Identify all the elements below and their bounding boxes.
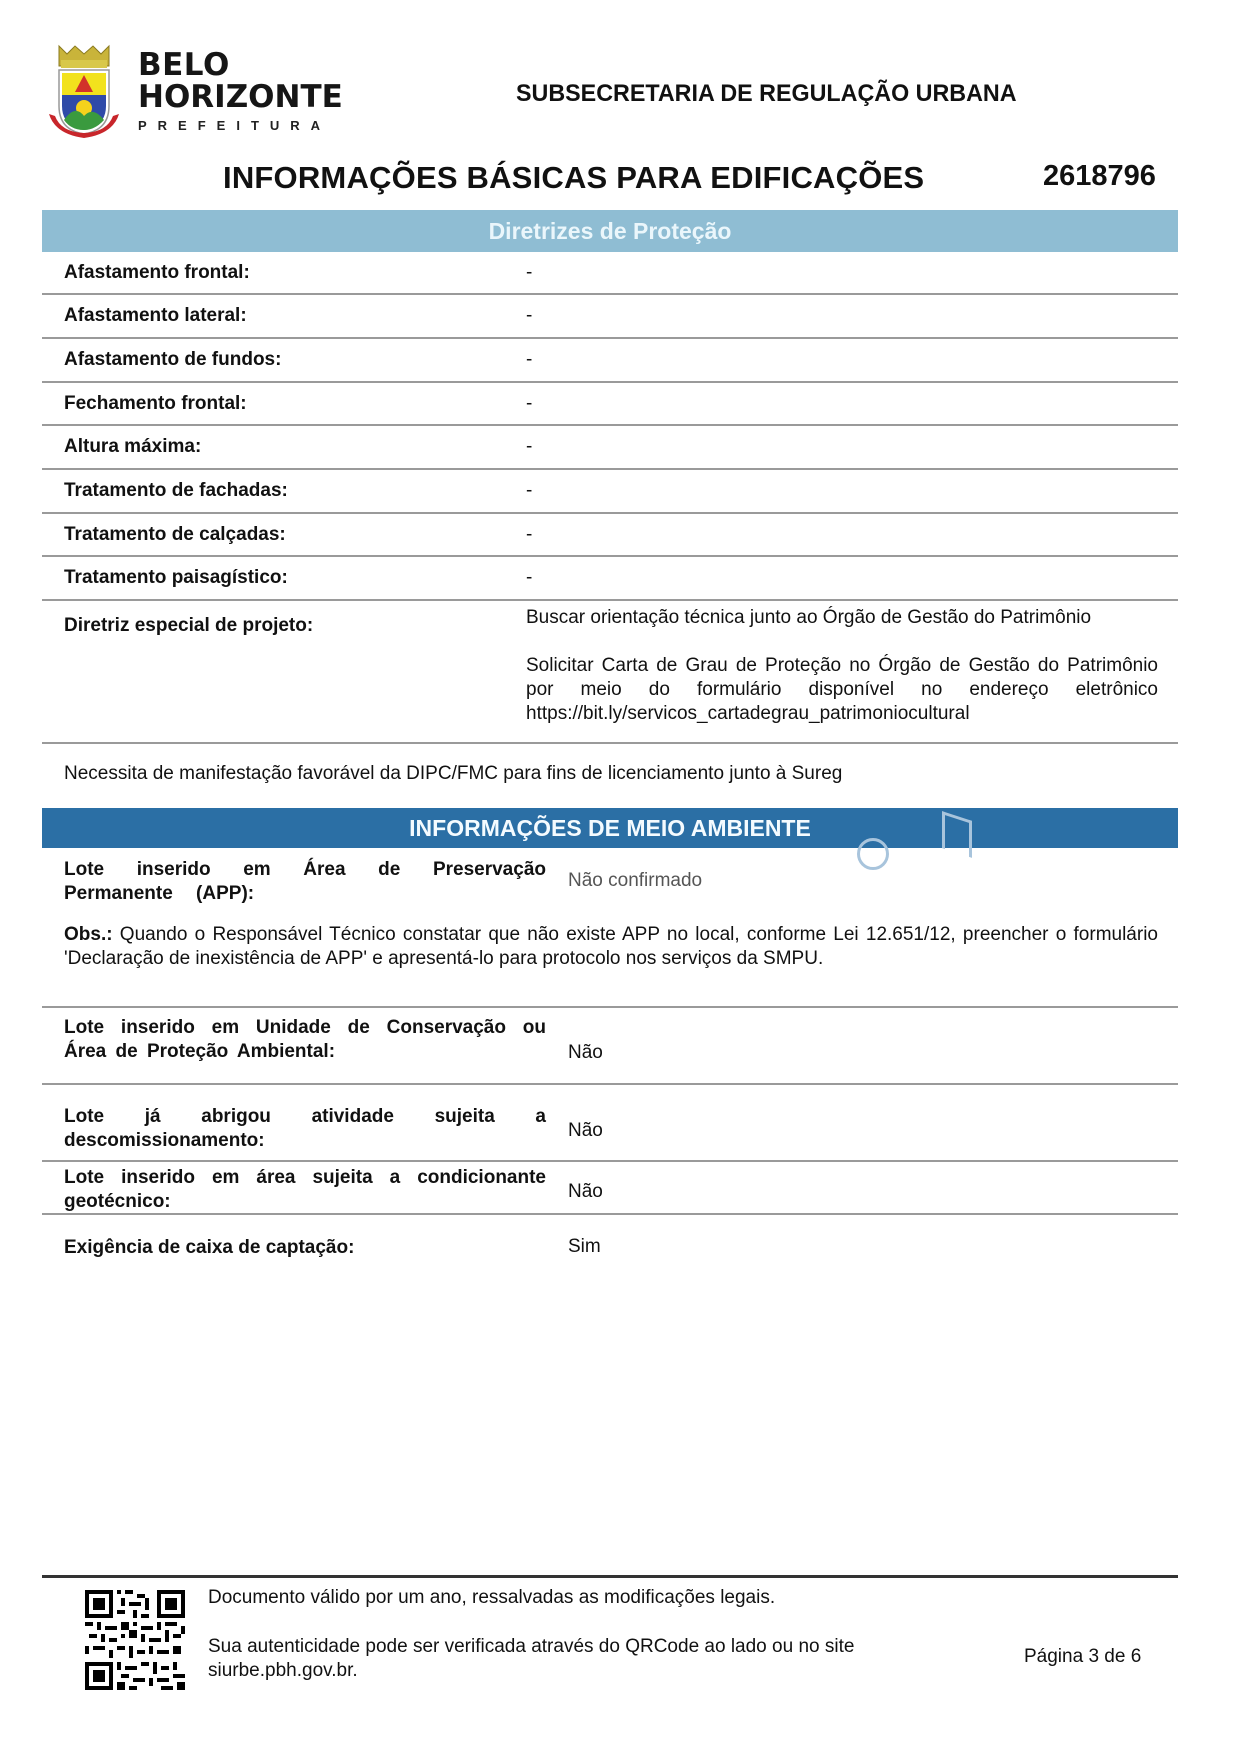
table-row [42,470,1178,514]
page-number: Página 3 de 6 [1024,1646,1142,1667]
brand-line-3: PREFEITURA [138,118,332,133]
protecao-note: Necessita de manifestação favorável da DIPC/FMC para fins de licenciamento junto à Sureg [64,763,843,784]
qr-code-icon[interactable] [85,1590,185,1690]
app-label [64,858,546,906]
divider [42,1006,1178,1008]
divider [42,1160,1178,1162]
row-value: - [526,524,533,545]
env-row-value: Não [568,1181,603,1202]
table-row [42,557,1178,601]
diretriz-paragraph-1: Buscar orientação técnica junto ao Órgão de Gestão do Patrimônio [526,607,1092,628]
obs-text: Quando o Responsável Técnico constatar que não existe APP no local, conforme Lei 12.651/12, preencher o formulário 'Declaração de inexistência de APP' e apresentá-lo para protocolo nos serviços da SMPU. [64,924,1158,969]
watermark-circle-icon [857,838,889,870]
footer-divider [42,1575,1178,1578]
env-label-line-2: descomissionamento: [64,1130,265,1151]
env-label-line-2: Área de Proteção Ambiental: [64,1041,336,1062]
row-label: Afastamento de fundos: [64,349,282,370]
app-label-line-2: Permanente (APP): [64,883,255,904]
row-value: - [526,393,533,414]
table-row [42,252,1178,295]
row-label: Fechamento frontal: [64,393,247,414]
row-label: Tratamento de fachadas: [64,480,288,501]
env-label-line-1: Lote inserido em área sujeita a condicionante [64,1167,546,1188]
env-row-label [64,1166,546,1214]
section-header-protecao: Diretrizes de Proteção [42,210,1178,252]
env-row-value: Não [568,1120,603,1141]
diretriz-value [526,606,1158,726]
row-label: Afastamento lateral: [64,305,247,326]
row-label: Tratamento paisagístico: [64,567,288,588]
env-row-label [64,1236,546,1260]
city-coat-of-arms-icon [45,44,123,140]
row-value: - [526,262,533,283]
table-row [42,514,1178,557]
app-observation [64,923,1158,971]
env-row-value: Não [568,1042,603,1063]
app-label-line-1: Lote inserido em Área de Preservação [64,859,546,880]
authenticity-note: Sua autenticidade pode ser verificada através do QRCode ao lado ou no site siurbe.pbh.gov.br. [208,1636,855,1681]
table-row [42,339,1178,383]
env-row-label [64,1105,546,1153]
brand-line-2: HORIZONTE [138,79,343,115]
watermark-shape-icon [942,811,972,858]
section-header-meio-ambiente [42,808,1178,848]
row-value: - [526,305,533,326]
env-row-value: Sim [568,1236,601,1257]
validity-note: Documento válido por um ano, ressalvadas as modificações legais. [208,1587,776,1608]
brand-wordmark [138,47,343,133]
table-row [42,295,1178,339]
table-row [42,426,1178,470]
document-number: 2618796 [1043,160,1156,192]
subsecretaria-title: SUBSECRETARIA DE REGULAÇÃO URBANA [516,80,1017,107]
row-label: Tratamento de calçadas: [64,524,286,545]
row-value: - [526,349,533,370]
env-label-line-1: Exigência de caixa de captação: [64,1237,355,1258]
env-row-label [64,1016,546,1064]
page-title: INFORMAÇÕES BÁSICAS PARA EDIFICAÇÕES [223,160,925,195]
row-value: - [526,567,533,588]
app-value: Não confirmado [568,870,703,891]
obs-label: Obs.: [64,924,113,945]
row-label: Afastamento frontal: [64,262,250,283]
divider [42,1083,1178,1085]
row-value: - [526,480,533,501]
row-label: Altura máxima: [64,436,202,457]
env-label-line-1: Lote já abrigou atividade sujeita a [64,1106,546,1127]
row-value: - [526,436,533,457]
env-label-line-1: Lote inserido em Unidade de Conservação ou [64,1017,546,1038]
row-label: Diretriz especial de projeto: [64,615,314,636]
env-label-line-2: geotécnico: [64,1191,171,1212]
section-title: INFORMAÇÕES DE MEIO AMBIENTE [409,815,811,841]
diretriz-paragraph-2: Solicitar Carta de Grau de Proteção no Órgão de Gestão do Patrimônio por meio do formulário disponível no endereço eletrônico https://bit.ly/servicos_cartadegrau_patrimoniocultural [526,655,1158,724]
divider [42,1213,1178,1215]
table-row [42,383,1178,426]
brand-line-1: BELO [138,47,230,83]
